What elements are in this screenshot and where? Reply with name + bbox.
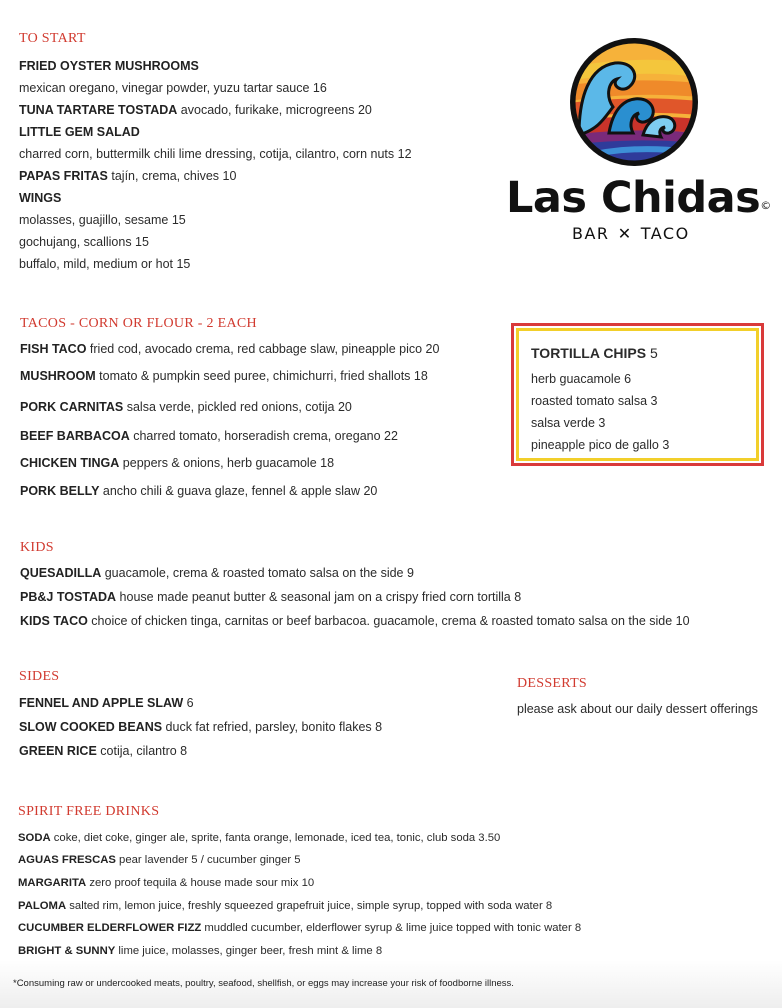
item-name: LITTLE GEM SALAD bbox=[19, 125, 140, 139]
item-name: BRIGHT & SUNNY bbox=[18, 945, 116, 957]
item-desc: zero proof tequila & house made sour mix 10 bbox=[86, 877, 315, 889]
tortilla-chips-name: TORTILLA CHIPS bbox=[531, 345, 647, 361]
desserts-title: DESSERTS bbox=[517, 676, 588, 691]
menu-item bbox=[20, 483, 377, 499]
tacos-title: TACOS - CORN OR FLOUR - 2 EACH bbox=[20, 316, 257, 331]
item-desc: guacamole, crema & roasted tomato salsa on the side 9 bbox=[101, 566, 414, 580]
item-desc: charred corn, buttermilk chili lime dressing, cotija, cilantro, corn nuts 12 bbox=[19, 147, 412, 161]
brand-tagline bbox=[572, 224, 690, 243]
menu-item bbox=[19, 719, 382, 735]
item-name: FRIED OYSTER MUSHROOMS bbox=[19, 59, 199, 73]
item-name: BEEF BARBACOA bbox=[20, 429, 130, 443]
menu-item bbox=[19, 743, 187, 759]
item-desc: gochujang, scallions 15 bbox=[19, 235, 149, 249]
tortilla-chips-price: 5 bbox=[646, 345, 658, 361]
item-desc: muddled cucumber, elderflower syrup & lime juice topped with tonic water 8 bbox=[201, 922, 582, 934]
tortilla-chips-box bbox=[511, 323, 764, 466]
item-desc: pear lavender 5 / cucumber ginger 5 bbox=[115, 854, 301, 866]
chips-option: pineapple pico de gallo 3 bbox=[531, 438, 670, 452]
chips-option: salsa verde 3 bbox=[531, 416, 606, 430]
menu-item bbox=[19, 146, 412, 162]
item-name: PAPAS FRITAS bbox=[19, 169, 108, 183]
item-name: QUESADILLA bbox=[20, 566, 102, 580]
menu-item bbox=[19, 168, 236, 184]
tortilla-chips-heading bbox=[531, 345, 658, 361]
menu-item bbox=[20, 368, 428, 384]
menu-item bbox=[19, 80, 327, 96]
to-start-title: TO START bbox=[19, 31, 86, 46]
drink-item bbox=[18, 876, 314, 891]
menu-item bbox=[20, 589, 521, 605]
tortilla-chips-inner bbox=[516, 328, 759, 461]
menu-item bbox=[20, 613, 690, 629]
item-desc: coke, diet coke, ginger ale, sprite, fanta orange, lemonade, iced tea, tonic, club soda 3.50 bbox=[50, 832, 501, 844]
item-desc: tajín, crema, chives 10 bbox=[107, 169, 237, 183]
item-name: MUSHROOM bbox=[20, 369, 96, 383]
menu-item bbox=[20, 455, 334, 471]
item-desc: molasses, guajillo, sesame 15 bbox=[19, 213, 186, 227]
item-name: PORK CARNITAS bbox=[20, 400, 124, 414]
item-name: MARGARITA bbox=[18, 877, 87, 889]
menu-item bbox=[19, 234, 149, 250]
item-name: TUNA TARTARE TOSTADA bbox=[19, 103, 178, 117]
item-name: FENNEL AND APPLE SLAW bbox=[19, 696, 184, 710]
item-name: SODA bbox=[18, 832, 51, 844]
desserts-desc: please ask about our daily dessert offerings bbox=[517, 702, 758, 716]
item-desc: choice of chicken tinga, carnitas or beef barbacoa. guacamole, crema & roasted tomato salsa on the side 10 bbox=[87, 614, 690, 628]
chips-option: roasted tomato salsa 3 bbox=[531, 394, 658, 408]
item-name: PORK BELLY bbox=[20, 484, 100, 498]
sides-title: SIDES bbox=[19, 669, 60, 684]
item-name: GREEN RICE bbox=[19, 744, 97, 758]
item-name: KIDS TACO bbox=[20, 614, 88, 628]
item-name: PB&J TOSTADA bbox=[20, 590, 117, 604]
menu-item bbox=[19, 256, 190, 272]
item-desc: house made peanut butter & seasonal jam on a crispy fried corn tortilla 8 bbox=[116, 590, 522, 604]
item-name: WINGS bbox=[19, 191, 62, 205]
item-desc: fried cod, avocado crema, red cabbage slaw, pineapple pico 20 bbox=[86, 342, 440, 356]
item-desc: buffalo, mild, medium or hot 15 bbox=[19, 257, 191, 271]
menu-item bbox=[20, 341, 439, 357]
item-desc: mexican oregano, vinegar powder, yuzu tartar sauce 16 bbox=[19, 81, 327, 95]
item-name: FISH TACO bbox=[20, 342, 87, 356]
brand-name bbox=[506, 173, 771, 223]
drink-item bbox=[18, 899, 552, 914]
logo-emblem bbox=[569, 37, 699, 167]
item-desc: ancho chili & guava glaze, fennel & apple slaw 20 bbox=[99, 484, 378, 498]
item-desc: avocado, furikake, microgreens 20 bbox=[177, 103, 372, 117]
item-desc: charred tomato, horseradish crema, oregano 22 bbox=[129, 429, 398, 443]
item-desc: cotija, cilantro 8 bbox=[96, 744, 188, 758]
tagline-bar: BAR bbox=[572, 224, 610, 243]
drink-item bbox=[18, 921, 581, 936]
menu-item bbox=[19, 124, 140, 140]
item-desc: salsa verde, pickled red onions, cotija 20 bbox=[123, 400, 352, 414]
menu-item bbox=[20, 428, 398, 444]
item-name: PALOMA bbox=[18, 900, 67, 912]
footer-disclaimer: *Consuming raw or undercooked meats, poultry, seafood, shellfish, or eggs may increase your risk of foodborne illness. bbox=[13, 978, 514, 989]
menu-item bbox=[20, 565, 414, 581]
item-desc: 6 bbox=[183, 696, 194, 710]
chips-option: herb guacamole 6 bbox=[531, 372, 632, 386]
drink-item bbox=[18, 831, 500, 846]
drink-item bbox=[18, 944, 382, 959]
menu-item bbox=[19, 58, 199, 74]
tagline-taco: TACO bbox=[640, 224, 690, 243]
menu-item bbox=[19, 102, 372, 118]
item-desc: tomato & pumpkin seed puree, chimichurri, fried shallots 18 bbox=[95, 369, 428, 383]
menu-item bbox=[20, 399, 352, 415]
menu-item bbox=[19, 695, 194, 711]
menu-item bbox=[19, 190, 61, 206]
item-desc: peppers & onions, herb guacamole 18 bbox=[119, 456, 335, 470]
brand-name-text: Las Chidas bbox=[506, 173, 761, 223]
item-name: SLOW COOKED BEANS bbox=[19, 720, 163, 734]
item-name: CUCUMBER ELDERFLOWER FIZZ bbox=[18, 922, 202, 934]
item-name: AGUAS FRESCAS bbox=[18, 854, 116, 866]
item-desc: salted rim, lemon juice, freshly squeezed grapefruit juice, simple syrup, topped with soda water 8 bbox=[66, 900, 553, 912]
drinks-title: SPIRIT FREE DRINKS bbox=[18, 804, 160, 819]
kids-title: KIDS bbox=[20, 540, 54, 555]
menu-item bbox=[19, 212, 186, 228]
item-desc: lime juice, molasses, ginger beer, fresh mint & lime 8 bbox=[115, 945, 383, 957]
drink-item bbox=[18, 853, 301, 868]
tagline-x-icon: ✕ bbox=[617, 224, 633, 243]
item-desc: duck fat refried, parsley, bonito flakes 8 bbox=[162, 720, 383, 734]
item-name: CHICKEN TINGA bbox=[20, 456, 120, 470]
copyright-mark: © bbox=[760, 199, 771, 212]
